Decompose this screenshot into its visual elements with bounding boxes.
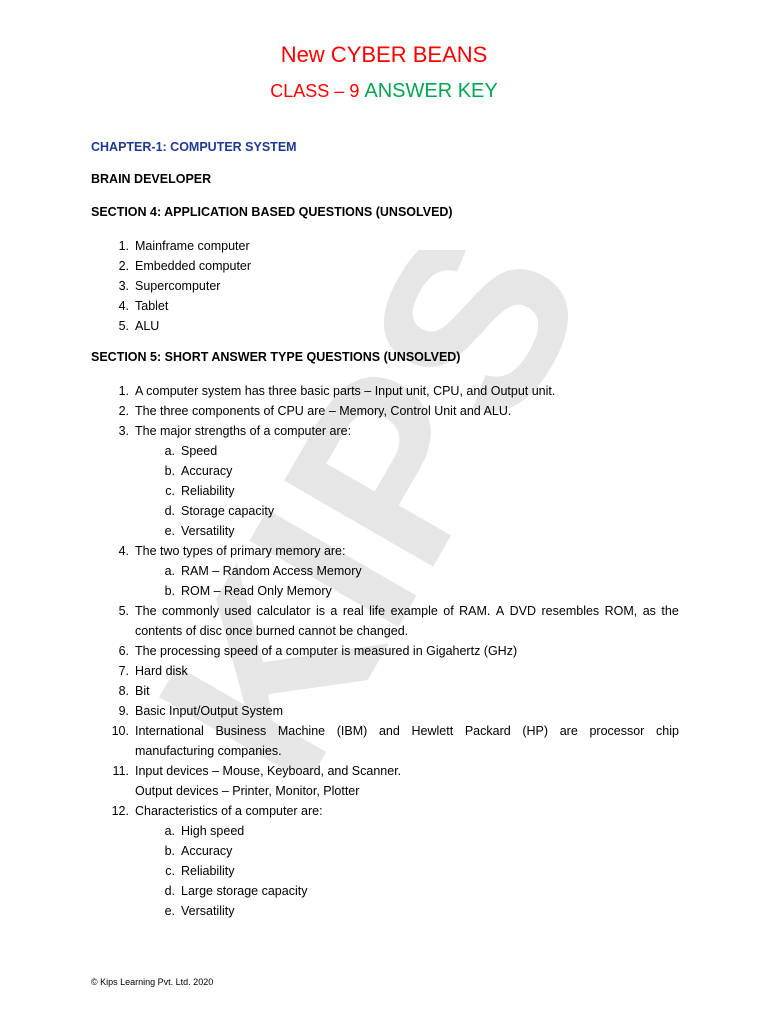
q5-justified-line: The commonly used calculator is a real life example of RAM. A DVD resembles ROM, as the xyxy=(135,604,679,618)
list-item: 3. Supercomputer xyxy=(118,279,221,293)
list-item: 4. The two types of primary memory are: xyxy=(118,544,346,558)
list-item: 1. Mainframe computer xyxy=(118,239,250,253)
section4-heading: SECTION 4: APPLICATION BASED QUESTIONS (UNSOLVED) xyxy=(91,205,453,219)
list-item: 10. International Business Machine (IBM) and Hewlett Packard (HP) are processor chip xyxy=(91,721,679,741)
list-item: 2. The three components of CPU are – Memory, Control Unit and ALU. xyxy=(118,404,512,418)
list-item: 3. The major strengths of a computer are: xyxy=(118,424,352,438)
copyright-footer: © Kips Learning Pvt. Ltd. 2020 xyxy=(91,977,214,987)
sub-item: c. Reliability xyxy=(165,484,235,498)
q11-continuation: Output devices – Printer, Monitor, Plotter xyxy=(135,784,360,798)
sub-item: e. Versatility xyxy=(164,904,235,918)
list-item: 5. The commonly used calculator is a real life example of RAM. A DVD resembles ROM, as the xyxy=(91,601,679,621)
brain-developer-heading: BRAIN DEVELOPER xyxy=(91,172,212,186)
q5-continuation: contents of disc once burned cannot be changed. xyxy=(135,624,409,638)
list-item: 6. The processing speed of a computer is measured in Gigahertz (GHz) xyxy=(118,644,518,658)
list-item: 8. Bit xyxy=(118,684,150,698)
section4-list xyxy=(91,236,679,336)
sub-item: b. Accuracy xyxy=(164,464,233,478)
answer-key-label: ANSWER KEY xyxy=(364,80,498,102)
sub-item: c. Reliability xyxy=(165,864,235,878)
chapter-heading: CHAPTER-1: COMPUTER SYSTEM xyxy=(91,140,297,154)
class-answer-key-title xyxy=(0,80,768,103)
list-item: 9. Basic Input/Output System xyxy=(118,704,283,718)
section5-heading: SECTION 5: SHORT ANSWER TYPE QUESTIONS (UNSOLVED) xyxy=(91,350,461,364)
watermark-text: KIPS xyxy=(150,250,620,770)
list-item: 11. Input devices – Mouse, Keyboard, and Scanner. xyxy=(112,764,402,778)
sub-item: d. Large storage capacity xyxy=(164,884,308,898)
list-item: 12. Characteristics of a computer are: xyxy=(111,804,323,818)
sub-item: a. Speed xyxy=(164,444,218,458)
list-item: 7. Hard disk xyxy=(118,664,188,678)
sub-item: d. Storage capacity xyxy=(164,504,275,518)
book-title: New CYBER BEANS xyxy=(280,42,488,67)
sub-item: b. ROM – Read Only Memory xyxy=(164,584,332,598)
q10-continuation: manufacturing companies. xyxy=(135,744,282,758)
sub-item: b. Accuracy xyxy=(164,844,233,858)
q10-justified-line: International Business Machine (IBM) and Hewlett Packard (HP) are processor chip xyxy=(135,724,679,738)
class-label: CLASS – 9 xyxy=(270,81,360,101)
list-item: 5. ALU xyxy=(118,319,160,333)
list-item: 4. Tablet xyxy=(118,299,169,313)
list-item: 2. Embedded computer xyxy=(118,259,252,273)
sub-item: e. Versatility xyxy=(164,524,235,538)
section5-list xyxy=(91,381,679,921)
list-item: 1. A computer system has three basic parts – Input unit, CPU, and Output unit. xyxy=(118,384,556,398)
sub-item: a. High speed xyxy=(164,824,245,838)
sub-item: a. RAM – Random Access Memory xyxy=(164,564,362,578)
